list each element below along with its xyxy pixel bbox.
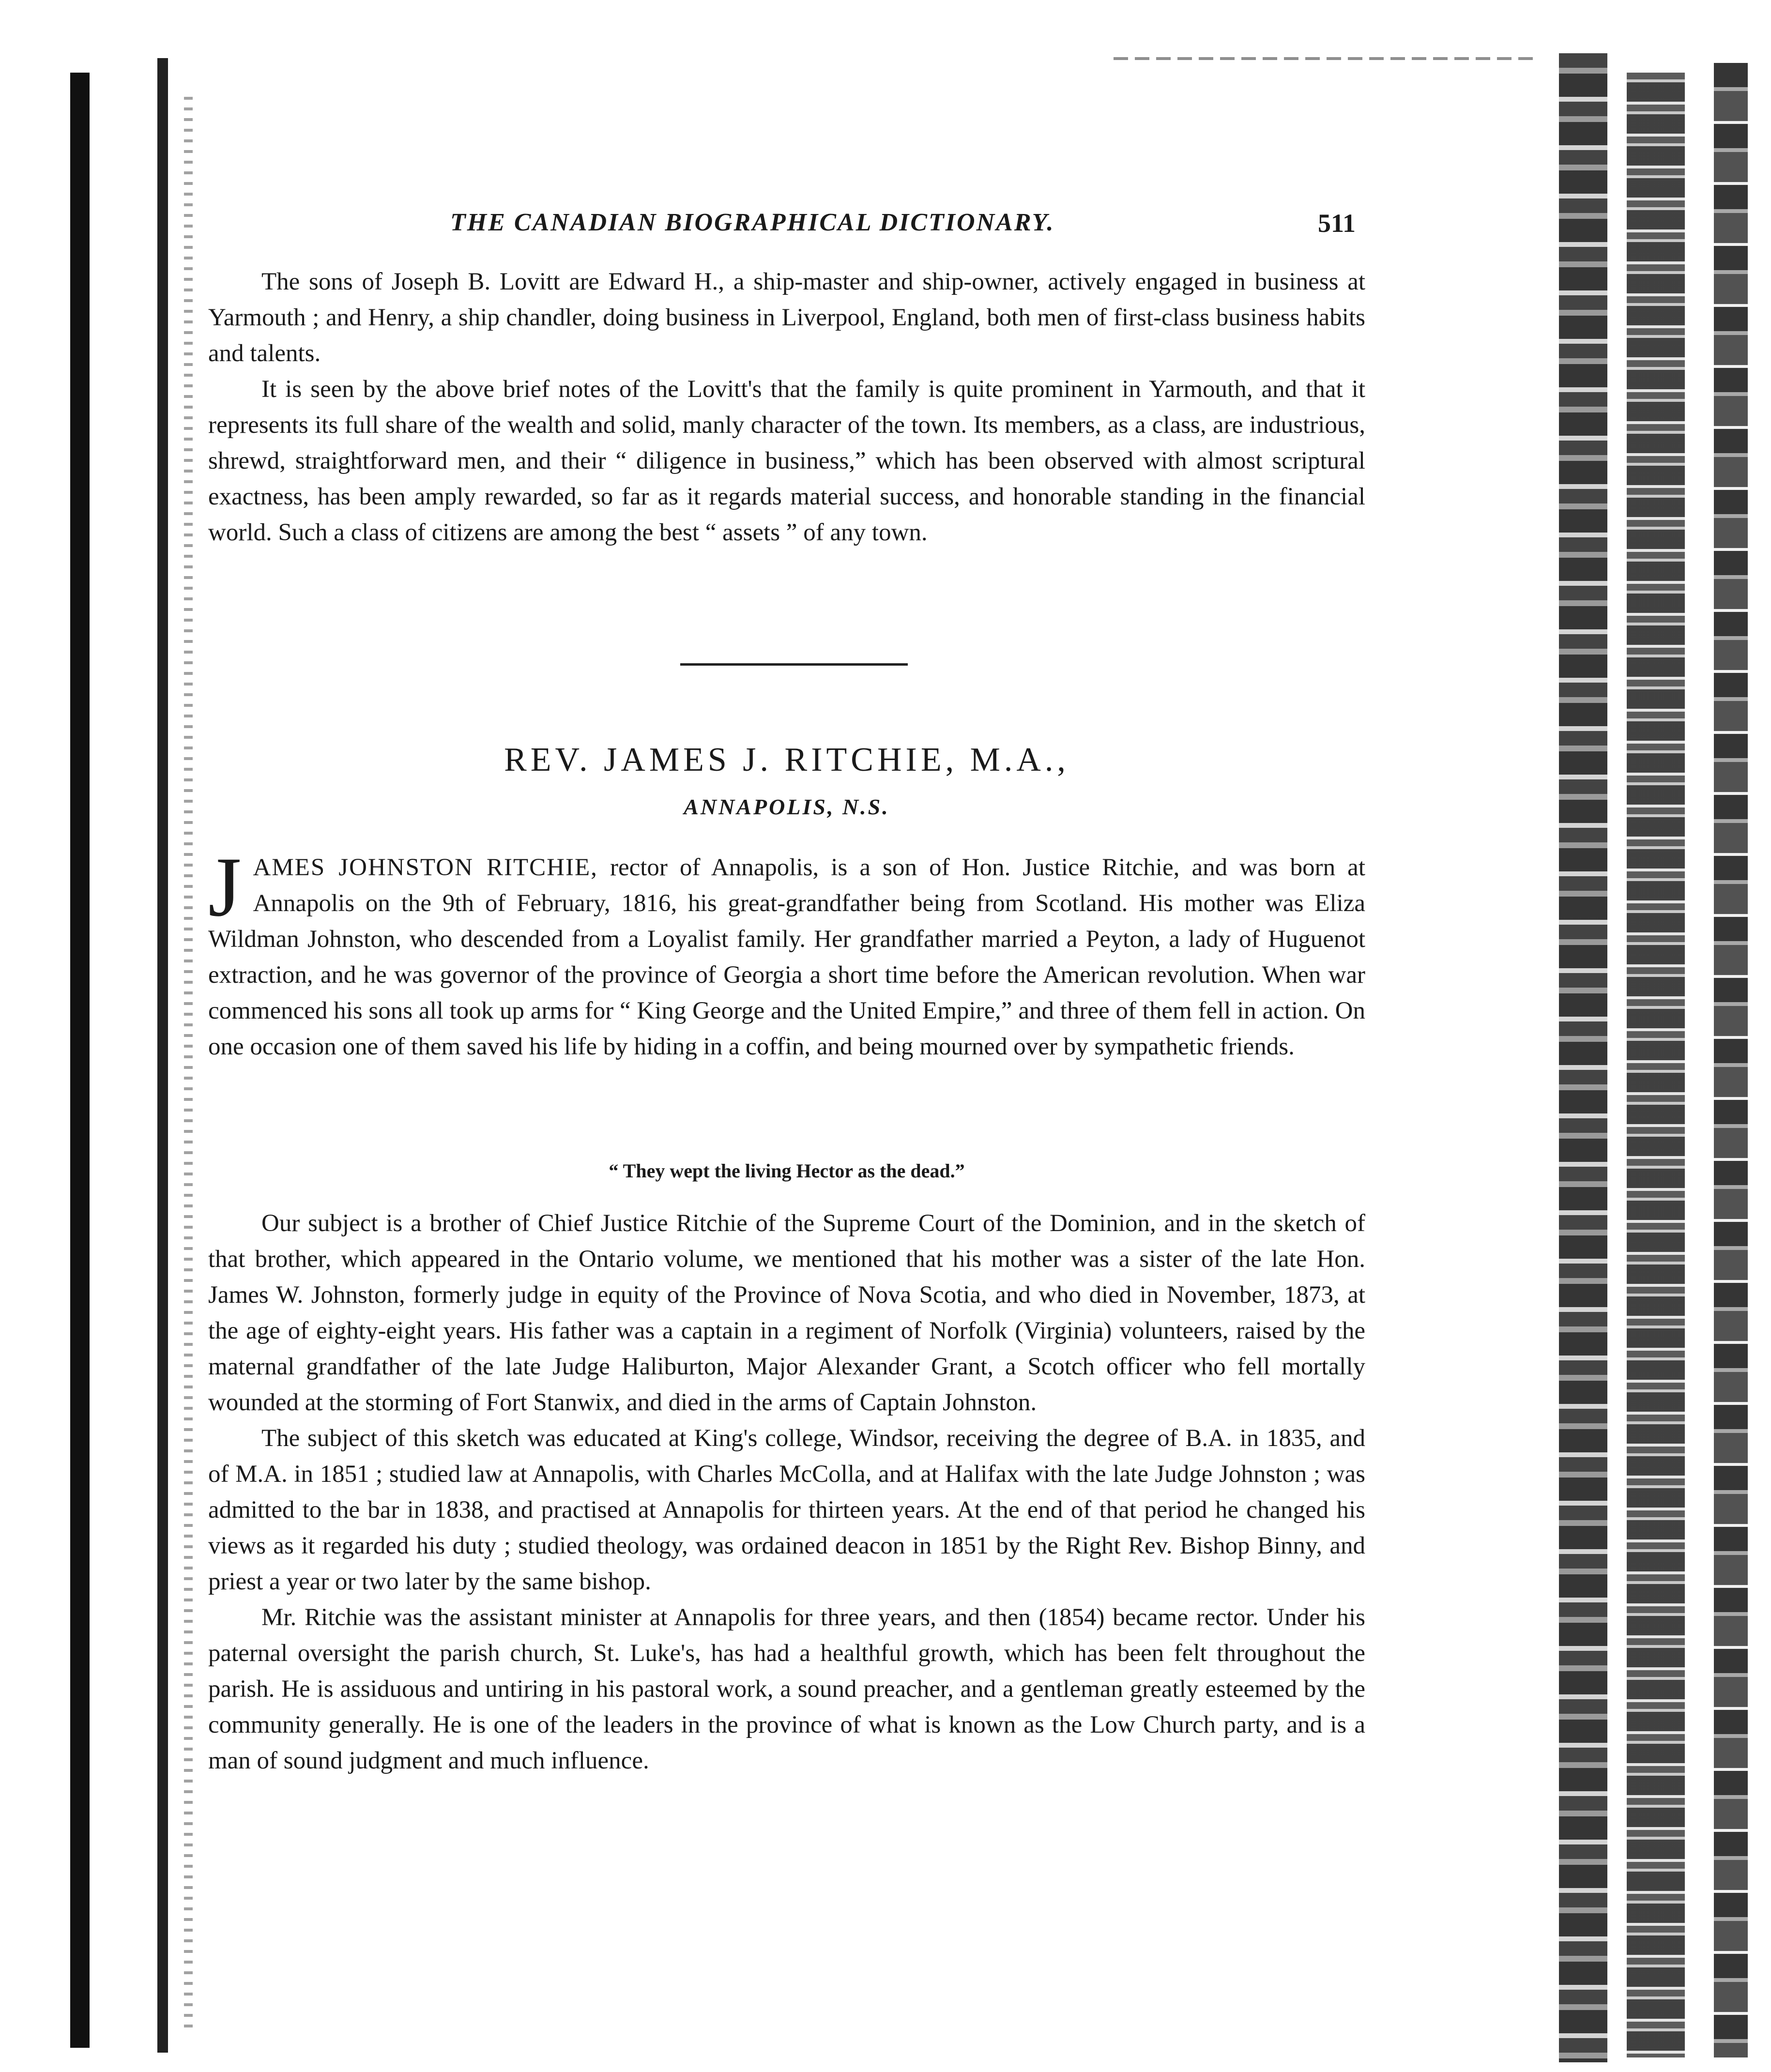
page-number: 511 [1317,209,1356,238]
article-lead [208,840,1365,1065]
lead-small-caps: AMES JOHNSTON RITCHIE, [253,854,598,881]
running-head [208,208,1365,242]
lead-paragraph [208,840,1365,1065]
quotation: “ They wept the living Hector as the dead.” [609,1160,965,1182]
scan-top-noise-line [1114,57,1540,60]
paragraph: Our subject is a brother of Chief Justice Ritchie of the Supreme Court of the Dominion, and in the sketch of that brother, which appeared in the Ontario volume, we mentioned that his mother was a sister of the late Hon. James W. Johnston, formerly judge in equity of the Province of Nova Scotia, and who died in November, 1873, at the age of eighty-eight years. His father was a captain in a regiment of Norfolk (Virginia) volunteers, raised by the maternal grandfather of the late Judge Haliburton, Major Alexander Grant, a Scotch officer who fell mortally wounded at the storming of Fort Stanwix, and died in the arms of Captain Johnston. [208,1210,1365,1416]
running-title: THE CANADIAN BIOGRAPHICAL DICTIONARY. [450,209,1055,236]
scan-edge-noise-right-c [1714,63,1748,2057]
scan-edge-noise-right-a [1559,53,1607,2062]
paragraph: The subject of this sketch was educated at King's college, Windsor, receiving the degree of B.A. in 1835, and of M.A. in 1851 ; studied law at Annapolis, with Charles McColla, and at Halifax with the late Judge Johnston ; was admitted to the bar in 1838, and practised at Annapolis for thirteen years. At the end of that period he changed his views as it regarded his duty ; studied theology, was ordained deacon in 1851 by the Right Rev. Bishop Binny, and priest a year or two later by the same bishop. [208,1425,1365,1595]
paragraph: Mr. Ritchie was the assistant minister at Annapolis for three years, and then (1854) became rector. Under his paternal oversight the parish church, St. Luke's, has had a healthful growth, which has been felt throughout the parish. He is assiduous and untiring in his pastoral work, a sound preacher, and a gentleman greatly esteemed by the community generally. He is one of the leaders in the province of what is known as the Low Church party, and is a man of sound judgment and much influence. [208,1604,1365,1774]
previous-article-ending [208,264,1365,550]
drop-cap: J [208,840,242,934]
article-body [208,1205,1365,1779]
article-location: ANNAPOLIS, N.S. [684,794,890,819]
article-title: REV. JAMES J. RITCHIE, M.A., [504,741,1069,778]
lead-text: rector of Annapolis, is a son of Hon. Justice Ritchie, and was born at Annapolis on the 9th of February, 1816, his great-grandfather being from Scotland. His mother was Eliza Wildman Johnston, who descended from a Loyalist family. Her grandfather married a Peyton, a lady of Huguenot extraction, and he was governor of the province of Georgia a short time before the American revolution. When war commenced his sons all took up arms for “ King George and the United Empire,” and three of them fell in action. On one occasion one of them saved his life by hiding in a coffin, and being mourned over by sympathetic friends. [208,854,1365,1060]
scan-edge-noise-right-b [1627,73,1685,2057]
scan-edge-bar-left [70,73,90,2048]
scan-gutter-bar [157,58,168,2053]
paragraph: The sons of Joseph B. Lovitt are Edward H., a ship-master and ship-owner, actively engaged in business at Yarmouth ; and Henry, a ship chandler, doing business in Liverpool, England, both men of first-class business habits and talents. [208,268,1365,367]
section-divider-rule [680,663,908,666]
scan-speckle-strip [184,97,193,2033]
paragraph: It is seen by the above brief notes of the Lovitt's that the family is quite prominent in Yarmouth, and that it represents its full share of the wealth and solid, manly character of the town. Its members, as a class, are industrious, shrewd, straightforward men, and their “ diligence in business,” which has been observed with almost scriptural exactness, has been amply rewarded, so far as it regards material success, and honorable standing in the financial world. Such a class of citizens are among the best “ assets ” of any town. [208,376,1365,546]
